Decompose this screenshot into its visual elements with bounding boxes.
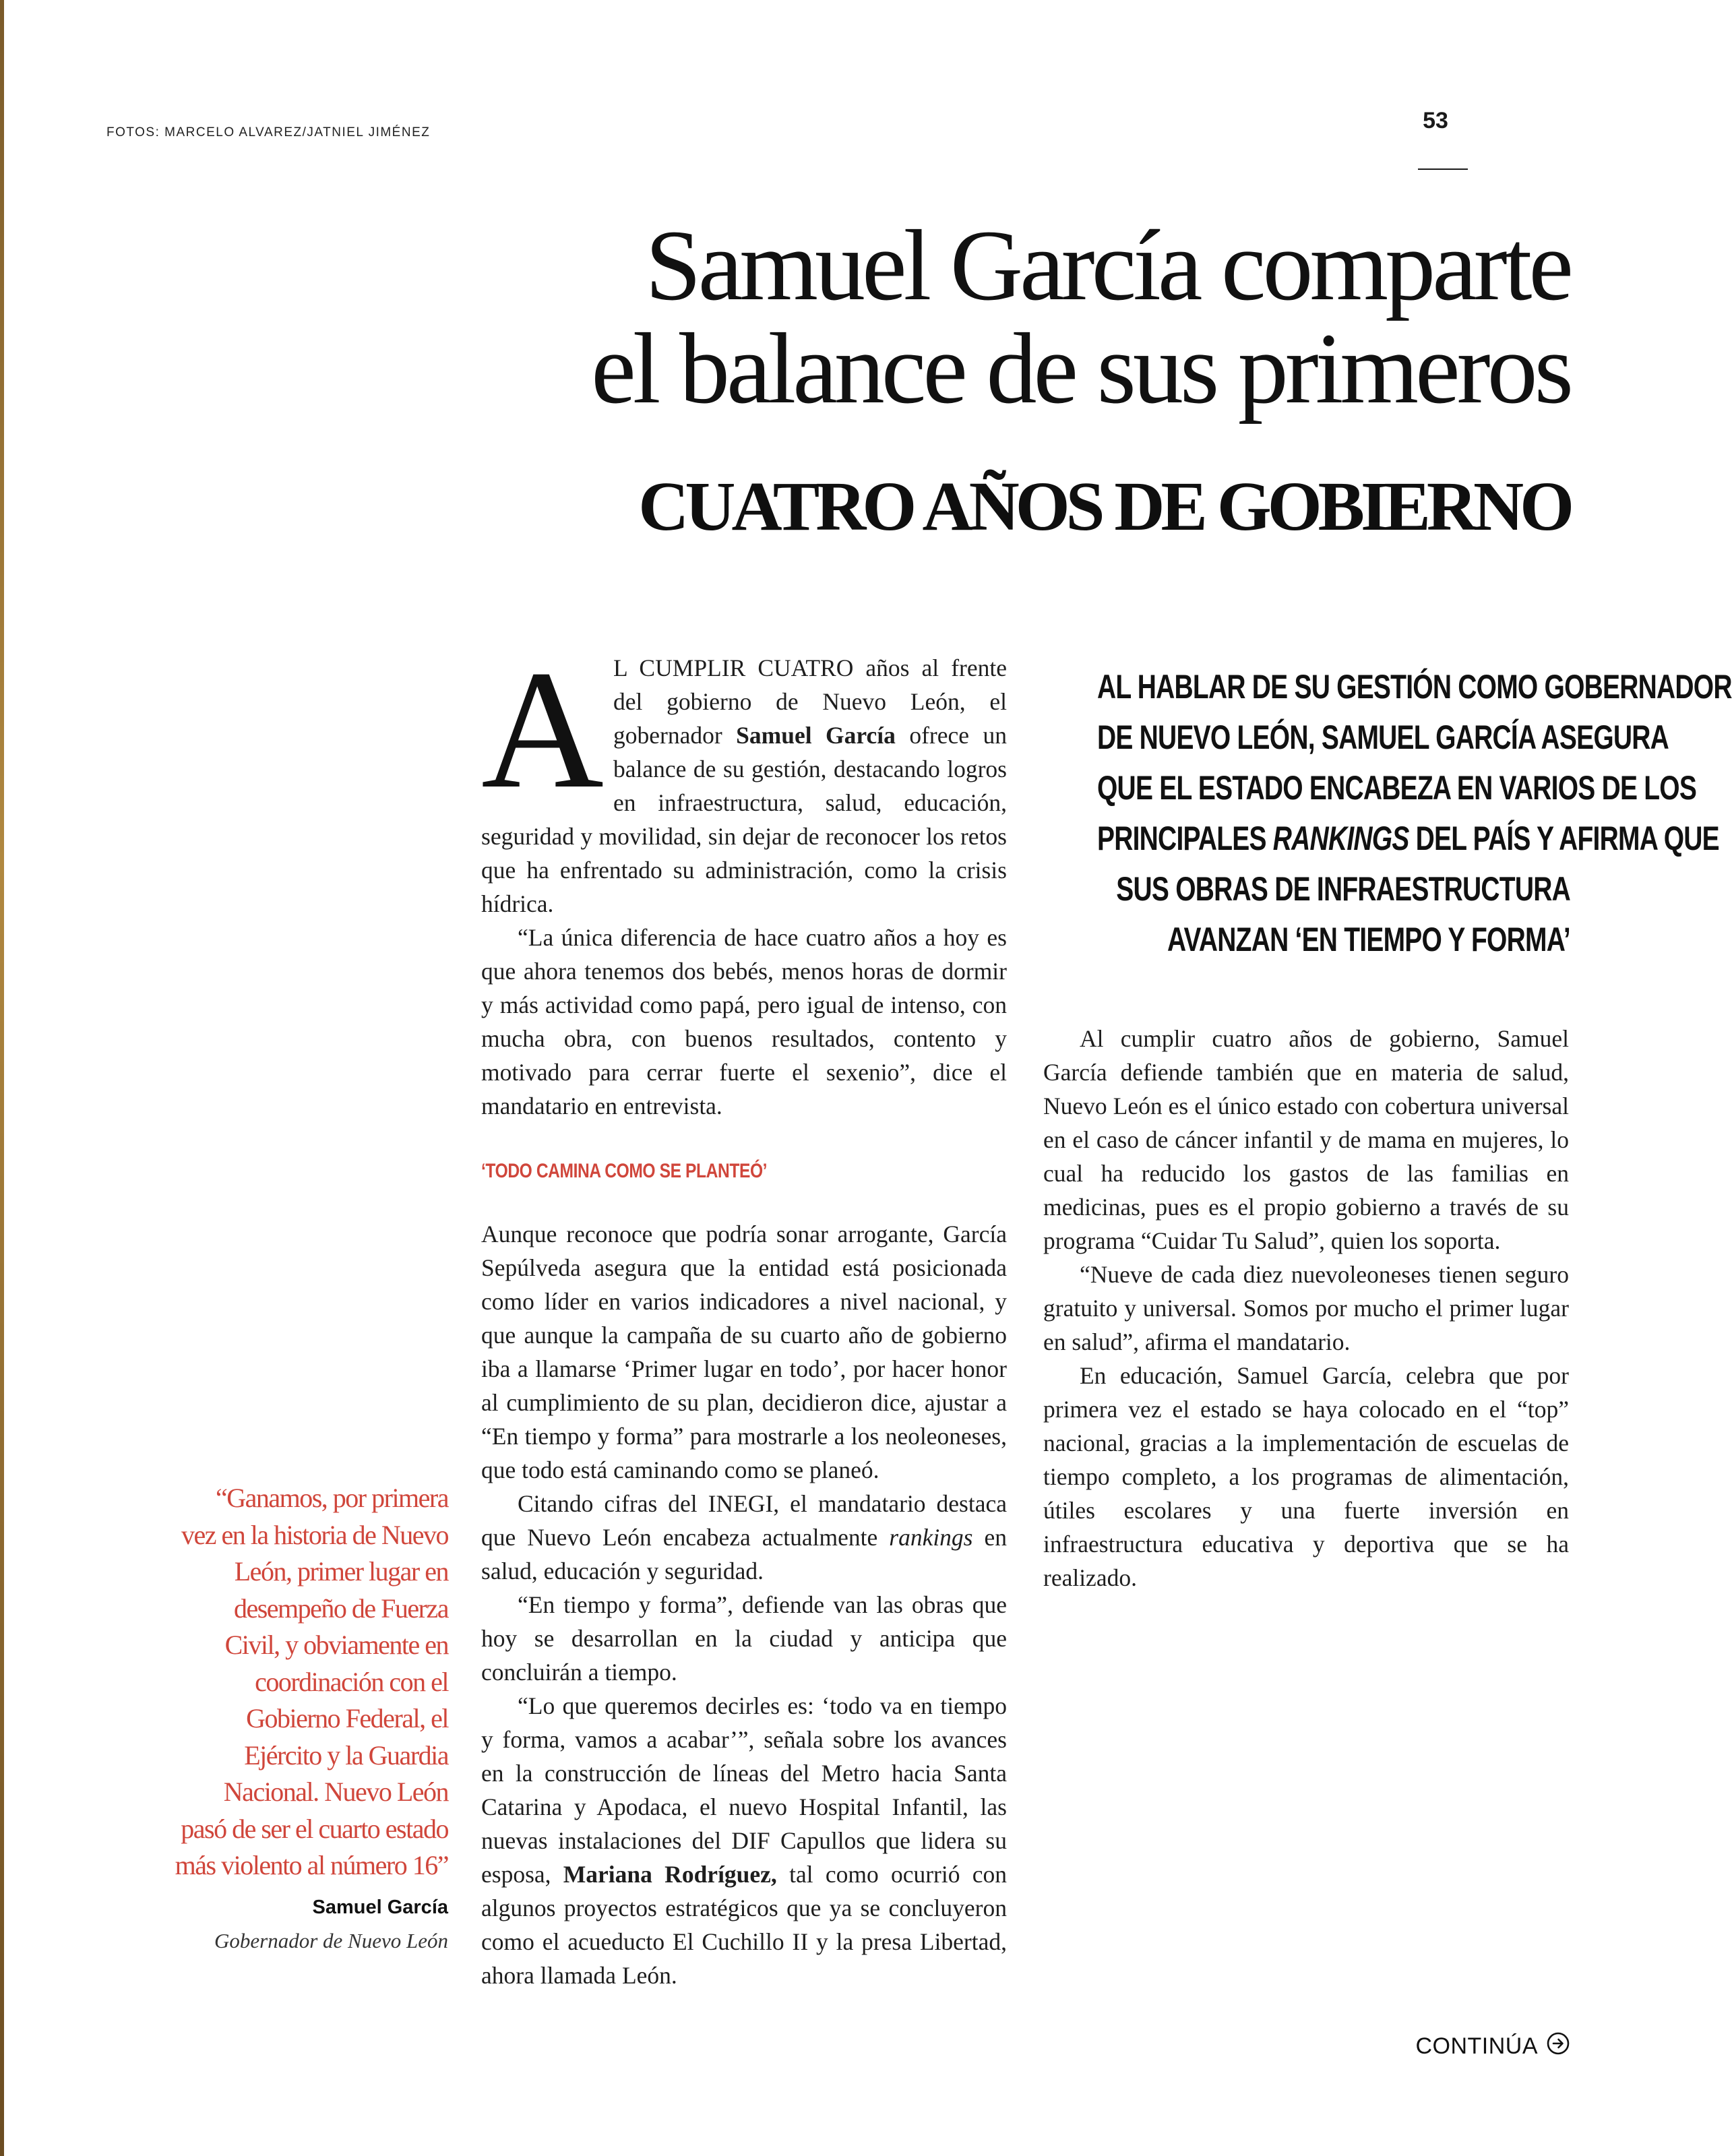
- deck-line-3: QUE EL ESTADO ENCABEZA EN VARIOS DE LOS: [1097, 769, 1697, 807]
- article-paragraph-7: Al cumplir cuatro años de gobierno, Samuel García defiende también que en materia de salud, Nuevo León es el único estado con cobertura universal en el caso de cáncer infantil y de mama en mujeres, lo cual ha reducido los gastos de las familias en medicinas, pues es el propio gobierno a través de su programa “Cuidar Tu Salud”, quien los soporta.: [1043, 1025, 1569, 1254]
- continue-label: CONTINÚA: [1415, 2033, 1538, 2059]
- article-paragraph-3: Aunque reconoce que podría sonar arrogante, García Sepúlveda asegura que la entidad está posicionada como líder en varios indicadores a nivel nacional, y que aunque la campaña de su cuarto año de gobierno iba a llamarse ‘Primer lugar en todo’, por hacer honor al cumplimiento de su plan, decidieron dice, ajustar a “En tiempo y forma” para mostrarle a los neoleoneses, que todo está caminando como se planeó.: [481, 1221, 1007, 1483]
- quote-author-role: Gobernador de Nuevo León: [214, 1929, 448, 1952]
- pull-quote-line: Ejército y la Guardia: [244, 1739, 448, 1770]
- article-paragraph-9: En educación, Samuel García, celebra que por primera vez el estado se haya colocado en el “top” nacional, gracias a la implementación de escuelas de tiempo completo, a los programas de alimentación, útiles escolares y una fuerte inversión en infraestructura educativa y deportiva que se ha realizado.: [1043, 1362, 1569, 1591]
- pull-quote: [101, 1480, 448, 1884]
- pull-quote-line: Gobierno Federal, el: [246, 1703, 448, 1733]
- article-column-right: [1043, 1022, 1569, 1595]
- paragraph-1-rest: ofrece un balance de su gestión, destacando logros en infraestructura, salud, educación, seguridad y movilidad, sin dejar de reconocer los retos que ha enfrentado su administración, como la crisis hídrica.: [481, 722, 1007, 917]
- article-paragraph-6: [481, 1689, 1007, 1992]
- quote-author: Samuel García: [312, 1897, 448, 1918]
- article-paragraph-4: [481, 1487, 1007, 1588]
- headline-line-1: Samuel García comparte: [645, 210, 1570, 321]
- paragraph-6-name: Mariana Rodríguez,: [563, 1861, 777, 1888]
- page-number: 53: [1423, 108, 1448, 133]
- pull-quote-line: Civil, y obviamente en: [224, 1630, 448, 1660]
- paragraph-4-b: en salud, educación y seguridad.: [481, 1524, 1007, 1584]
- article-paragraph-2: “La única diferencia de hace cuatro años a hoy es que ahora tenemos dos bebés, menos horas de dormir y más actividad como papá, pero igual de intenso, con mucha obra, con buenos resultados, contento y motivado para cerrar fuerte el sexenio”, dice el mandatario en entrevista.: [481, 924, 1007, 1119]
- pull-quote-line: más violento al número 16”: [175, 1850, 448, 1880]
- subheadline: CUATRO AÑOS DE GOBIERNO: [638, 468, 1570, 545]
- deck-line-2: DE NUEVO LEÓN, SAMUEL GARCÍA ASEGURA: [1097, 718, 1669, 756]
- deck-line-4-c: DEL PAÍS Y AFIRMA QUE: [1409, 820, 1719, 857]
- pull-quote-line: “Ganamos, por primera: [215, 1483, 448, 1513]
- pull-quote-line: pasó de ser el cuarto estado: [181, 1813, 448, 1844]
- article-paragraph-1: [481, 635, 1007, 921]
- paragraph-4-a: Citando cifras del INEGI, el mandatario destaca que Nuevo León encabeza actualmente: [481, 1490, 1007, 1551]
- dropcap: A: [481, 635, 604, 824]
- article-paragraph-8: “Nueve de cada diez nuevoleoneses tienen seguro gratuito y universal. Somos por mucho el primer lugar en salud”, afirma el mandatario.: [1043, 1261, 1569, 1355]
- deck-line-5: SUS OBRAS DE INFRAESTRUCTURA: [1116, 870, 1570, 908]
- article-paragraph-5: “En tiempo y forma”, defiende van las obras que hoy se desarrollan en la ciudad y anticipa que concluirán a tiempo.: [481, 1591, 1007, 1686]
- section-heading: ‘TODO CAMINA COMO SE PLANTEÓ’: [481, 1160, 768, 1182]
- paragraph-6-rest: tal como ocurrió con algunos proyectos estratégicos que ya se concluyeron como el acueducto El Cuchillo II y la presa Libertad, ahora llamada León.: [481, 1861, 1007, 1989]
- continue-link[interactable]: [1415, 2031, 1570, 2062]
- paragraph-1-name: Samuel García: [736, 722, 896, 749]
- photo-credit: FOTOS: MARCELO ALVAREZ/JATNIEL JIMÉNEZ: [106, 125, 431, 140]
- deck-line-6: AVANZAN ‘EN TIEMPO Y FORMA’: [1167, 921, 1570, 958]
- page-edge-strip: [0, 0, 4, 2156]
- pull-quote-line: vez en la historia de Nuevo: [181, 1519, 448, 1550]
- deck-line-1: AL HABLAR DE SU GESTIÓN COMO GOBERNADOR: [1097, 668, 1732, 706]
- article-deck: [964, 662, 1732, 965]
- pull-quote-line: desempeño de Fuerza: [233, 1593, 448, 1624]
- deck-line-4-a: PRINCIPALES: [1097, 820, 1273, 857]
- article-column-left: [481, 635, 1007, 1992]
- paragraph-6-text: “Lo que queremos decirles es: ‘todo va en tiempo y forma, vamos a acabar’”, señala sobre los avances en la construcción de líneas del Metro hacia Santa Catarina y Apodaca, el nuevo Hospital Infantil, las nuevas instalaciones del DIF Capullos que lidera su esposa,: [481, 1692, 1007, 1888]
- deck-line-4: [1097, 813, 1719, 864]
- headline: [425, 210, 1570, 425]
- pull-quote-line: Nacional. Nuevo León: [223, 1777, 448, 1807]
- page-number-rule: [1418, 168, 1468, 170]
- headline-line-2: el balance de sus primeros: [591, 313, 1570, 425]
- pull-quote-line: León, primer lugar en: [234, 1556, 448, 1587]
- deck-line-4-italic: RANKINGS: [1272, 820, 1409, 857]
- arrow-right-circle-icon: [1546, 2031, 1570, 2062]
- paragraph-1-lead: L CUMPLIR CUATRO años al frente del gobierno de Nuevo León, el gobernador: [613, 654, 1007, 749]
- paragraph-4-italic: rankings: [889, 1524, 973, 1551]
- pull-quote-line: coordinación con el: [255, 1666, 448, 1697]
